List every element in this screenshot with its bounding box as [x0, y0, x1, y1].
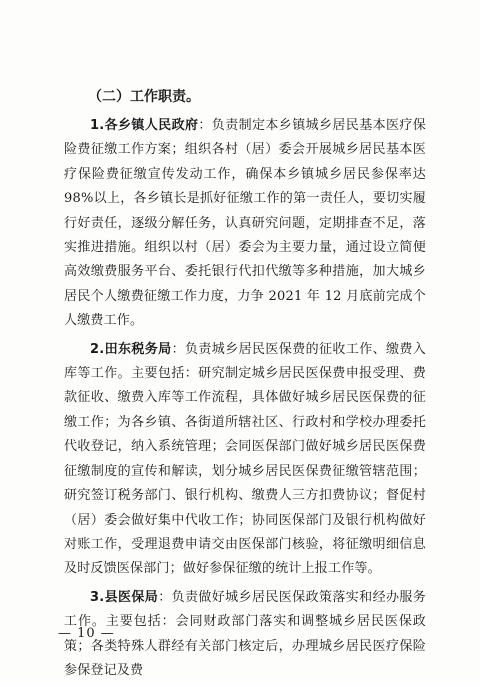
paragraph-tax-bureau [64, 338, 426, 582]
paragraph-lead: 2.田东税务局 [90, 341, 172, 357]
document-body [64, 86, 426, 687]
section-heading: （二）工作职责。 [88, 89, 200, 105]
paragraph-township-government [64, 114, 426, 334]
paragraph-text: ：负责做好城乡居民医保政策落实和经办服务工作。主要包括：会同财政部门落实和调整城乡居民医保政策；各类特殊人群经有关部门核定后，办理城乡居民医疗保险参保登记及费 [64, 589, 426, 678]
page-number: — 10 — [58, 626, 115, 641]
paragraph-lead: 3.县医保局 [90, 589, 159, 605]
paragraph-text: ：负责制定本乡镇城乡居民基本医疗保险费征缴工作方案；组织各村（居）委会开展城乡居民基本医疗保险费征缴宣传发动工作，确保本乡镇城乡居民参保率达 98%以上，各乡镇长是抓好征缴工作的第一责任人，要切实履行好责任，逐级分解任务，认真研究问题，定期排查不足，落实推进措施。组织以村（居）委会为主要力量，通过设立简便高效缴费服务平台、委托银行代扣代缴等多种措施，加大城乡居民个人缴费征缴工作力度，力争 2021 年 12 月底前完成个人缴费工作。 [64, 118, 426, 329]
paragraph-text: ：负责城乡居民医保费的征收工作、缴费入库等工作。主要包括：研究制定城乡居民医保费申报受理、费款征收、缴费入库等工作流程，具体做好城乡居民医保费的征缴工作；为各乡镇、各街道所辖社区、行政村和学校办理委托代收登记，纳入系统管理；会同医保部门做好城乡居民医保费征缴制度的宣传和解读，划分城乡居民医保费征缴管辖范围；研究签订税务部门、银行机构、缴费人三方扣费协议；督促村（居）委会做好集中代收工作；协同医保部门及银行机构做好对账工作，受理退费申请交由医保部门核验，将征缴明细信息及时反馈医保部门；做好参保征缴的统计上报工作等。 [64, 341, 426, 577]
paragraph-medical-insurance-bureau [64, 586, 426, 684]
paragraph-lead: 1.各乡镇人民政府 [90, 118, 199, 133]
